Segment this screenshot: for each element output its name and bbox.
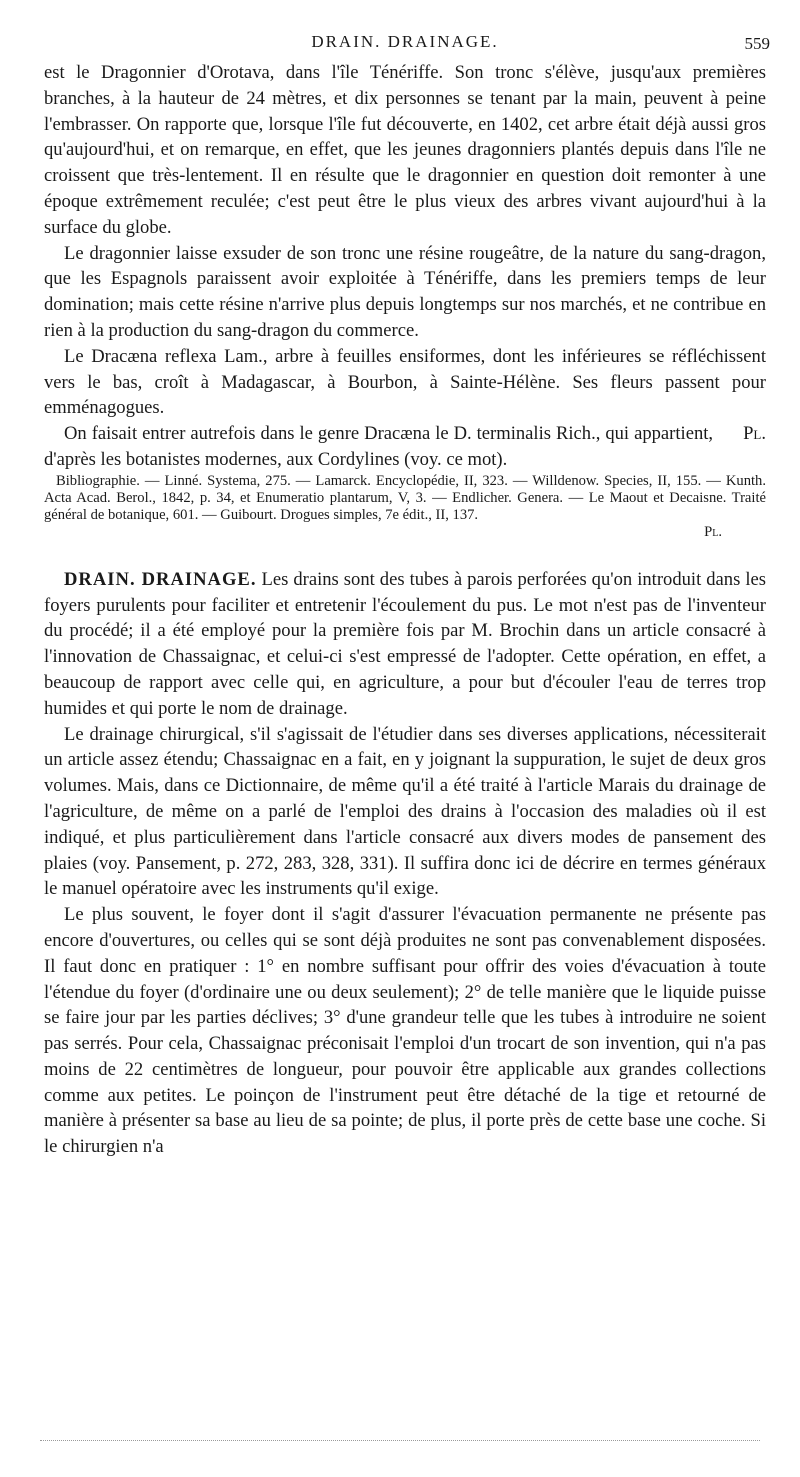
dragonnier-paragraph-3: Le Dracæna reflexa Lam., arbre à feuilles ensiformes, dont les inférieures se réfléchissent vers le bas, croît à Madagascar, à Bourbon, à Sainte-Hélène. Ses fleurs passent pour emménagogues. xyxy=(44,345,766,419)
dragonnier-paragraph-4-text: On faisait entrer autrefois dans le genre Dracæna le D. terminalis Rich., qui appartient, d'après les botanistes modernes, aux Cordylines (voy. ce mot). xyxy=(44,423,714,470)
dragonnier-paragraph-4 xyxy=(44,421,766,473)
bibliography-signature: Pl. xyxy=(704,523,722,540)
running-head: DRAIN. DRAINAGE. xyxy=(311,32,499,51)
author-signature: Pl. xyxy=(743,423,766,445)
page-header xyxy=(40,30,770,58)
page-body xyxy=(44,60,766,1160)
bibliography: Bibliographie. — Linné. Systema, 275. — Lamarck. Encyclopédie, II, 323. — Willdenow. Species, II, 155. — Kunth. Acta Acad. Berol., 1842, p. 34, et Enumeratio plantarum, V, 3. — Endlicher. Genera. — Le Maout et Decaisne. Traité général de botanique, 601. — Guibourt. Drogues simples, 7e édit., II, 137. xyxy=(44,472,766,523)
drain-paragraph-1 xyxy=(44,567,766,722)
entry-heading: DRAIN. DRAINAGE. xyxy=(64,568,257,590)
drain-paragraph-1-text: Les drains sont des tubes à parois perforées qu'on introduit dans les foyers purulents pour faciliter et entretenir l'écoulement du pus. Le mot n'est pas de l'inventeur du procédé; il a été employé pour la première fois par M. Brochin dans un article consacré à l'innovation de Chassaignac, et celui-ci s'est empressé de l'adopter. Cette opération, en effet, a beaucoup de rapport avec celle qui, en agriculture, a pour but d'écouler l'eau de terres trop humides et qui porte le nom de drainage. xyxy=(44,568,766,719)
page-number: 559 xyxy=(744,34,770,53)
drain-paragraph-3: Le plus souvent, le foyer dont il s'agit d'assurer l'évacuation permanente ne présente pas encore d'ouvertures, ou celles qui se sont déjà produites ne sont pas convenablement disposées. Il faut donc en pratiquer : 1° en nombre suffisant pour offrir des voies d'évacuation à toute l'étendue du foyer (d'ordinaire une ou deux seulement); 2° de telle manière que le liquide puisse se faire jour par les parties déclives; 3° d'une grandeur telle que les tubes à introduire ne soient pas serrés. Pour cela, Chassaignac préconisait l'emploi d'un trocart de son invention, qui n'a pas moins de 22 centimètres de longueur, pour pouvoir être applicable aux grandes collections comme aux petites. Le poinçon de l'instrument peut être détaché de la tige et retourné de manière à présenter sa base au lieu de sa pointe; de plus, il porte près de cette base une coche. Si le chirurgien n'a xyxy=(44,904,766,1158)
dragonnier-paragraph-1: est le Dragonnier d'Orotava, dans l'île Ténériffe. Son tronc s'élève, jusqu'aux premières branches, à la hauteur de 24 mètres, et dix personnes se tenant par la main, peuvent à peine l'embrasser. On rapporte que, lorsque l'île fut découverte, en 1402, cet arbre était déjà aussi gros qu'aujourd'hui, et on remarque, en effet, que les jeunes dragonniers plantés depuis dans l'île ne croissent que très-lentement. Il en résulte que le dragonnier en question doit remonter à une époque extrêmement reculée; c'est peut être le plus vieux des arbres vivant aujourd'hui à la surface du globe. xyxy=(44,62,766,238)
dragonnier-paragraph-2: Le dragonnier laisse exsuder de son tronc une résine rougeâtre, de la nature du sang-dragon, que les Espagnols paraissent avoir exploitée à Ténériffe, dans les premiers temps de leur domination; mais cette résine n'arrive plus depuis longtemps sur nos marchés, et ne contribue en rien à la production du sang-dragon du commerce. xyxy=(44,242,766,341)
drain-paragraph-2: Le drainage chirurgical, s'il s'agissait de l'étudier dans ses diverses applications, nécessiterait un article assez étendu; Chassaignac en a fait, en y joignant la suppuration, le sujet de deux gros volumes. Mais, dans ce Dictionnaire, de même qu'il a été traité à l'article Marais du drainage de l'agriculture, de même on a parlé de l'emploi des drains à l'occasion des maladies où il est indiqué, et plus particulièrement dans l'article consacré aux divers modes de pansement des plaies (voy. Pansement, p. 272, 283, 328, 331). Il suffira donc ici de décrire en termes généraux le manuel opératoire avec les instruments qu'il exige. xyxy=(44,723,766,900)
footer-rule xyxy=(40,1440,760,1441)
